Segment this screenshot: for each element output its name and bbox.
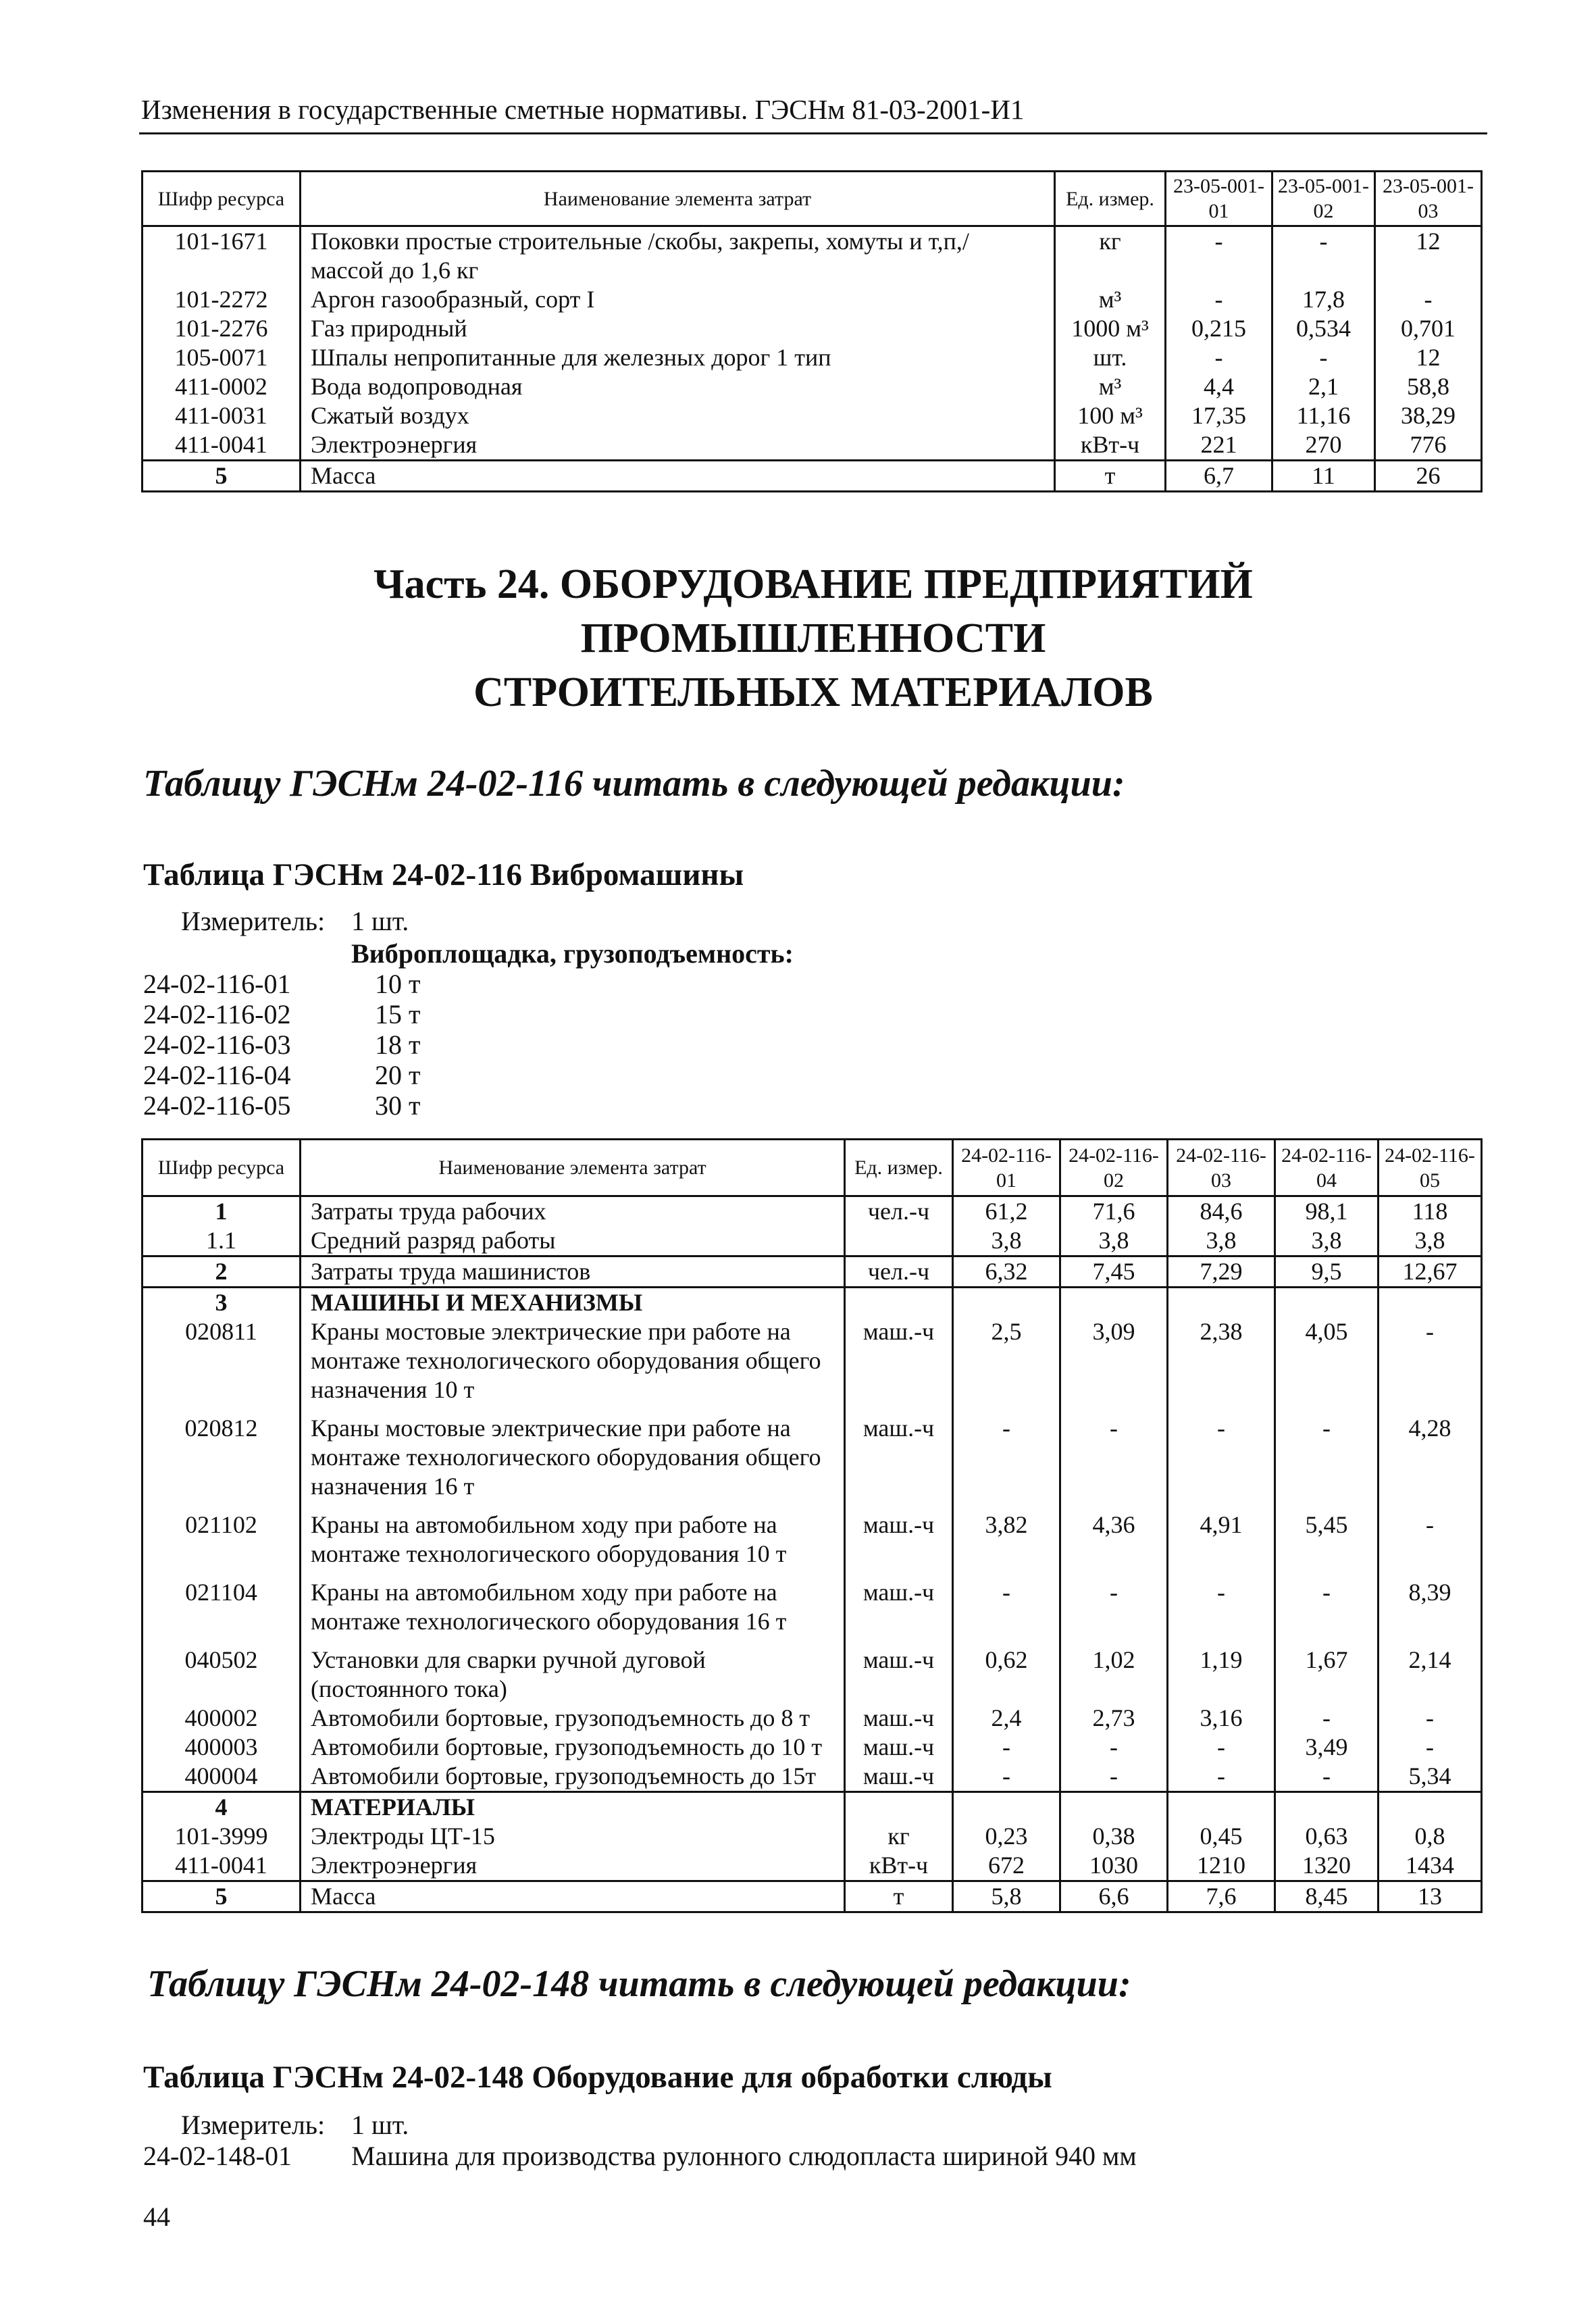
cell: Масса (301, 1881, 845, 1912)
table-row (143, 1704, 1482, 1733)
cell: 101-2272 (143, 285, 301, 314)
cell: - (1379, 1733, 1482, 1762)
column-header: 24-02-116-02 (1060, 1140, 1168, 1196)
table-total-row (143, 1881, 1482, 1912)
cell: 6,6 (1060, 1881, 1168, 1912)
cell: 3,8 (1060, 1226, 1168, 1256)
cell: 3,09 (1060, 1317, 1168, 1414)
cell: МАТЕРИАЛЫ (301, 1792, 845, 1823)
cell (953, 1792, 1060, 1823)
column-header: Ед. измер. (845, 1140, 953, 1196)
variant-description: Машина для производства рулонного слюдопласта шириной 940 мм (351, 2141, 1137, 2171)
cell: Краны на автомобильном ходу при работе на монтаже технологического оборудования 10 т (301, 1510, 845, 1578)
cell: МАШИНЫ И МЕХАНИЗМЫ (301, 1288, 845, 1318)
section-instruction: Таблицу ГЭСНм 24-02-148 читать в следующей редакции: (147, 1963, 1131, 2005)
cell: 7,6 (1168, 1881, 1275, 1912)
cell: Автомобили бортовые, грузоподъемность до 15т (301, 1762, 845, 1792)
cell: 1,02 (1060, 1646, 1168, 1704)
cell: 4,28 (1379, 1414, 1482, 1510)
cell: м³ (1055, 372, 1166, 401)
cell: кг (1055, 226, 1166, 286)
cell: 7,45 (1060, 1256, 1168, 1288)
cell: 020811 (143, 1317, 301, 1414)
cell: - (1060, 1762, 1168, 1792)
table-row (143, 1851, 1482, 1881)
cell: 411-0002 (143, 372, 301, 401)
cell: 1000 м³ (1055, 314, 1166, 343)
cell: 8,39 (1379, 1578, 1482, 1646)
cell: 6,32 (953, 1256, 1060, 1288)
cell: 2,14 (1379, 1646, 1482, 1704)
column-header: 24-02-116-05 (1379, 1140, 1482, 1196)
cell: маш.-ч (845, 1762, 953, 1792)
cell: 5,8 (953, 1881, 1060, 1912)
cell: 1 (143, 1196, 301, 1227)
cell: 101-2276 (143, 314, 301, 343)
cell: 1030 (1060, 1851, 1168, 1881)
cell: 4 (143, 1792, 301, 1823)
cell: - (1168, 1414, 1275, 1510)
cell: 0,38 (1060, 1822, 1168, 1851)
resource-table-24-02-116 (141, 1138, 1483, 1913)
cell: 101-3999 (143, 1822, 301, 1851)
page-number: 44 (143, 2202, 170, 2232)
variant-value: 20 т (375, 1060, 421, 1090)
cell: 58,8 (1375, 372, 1482, 401)
table-row (143, 226, 1482, 286)
cell: Электроды ЦТ-15 (301, 1822, 845, 1851)
cell: - (1272, 343, 1375, 372)
cell (1275, 1288, 1379, 1318)
cell: 9,5 (1275, 1256, 1379, 1288)
cell: 5,45 (1275, 1510, 1379, 1578)
cell: 11,16 (1272, 401, 1375, 430)
cell: 118 (1379, 1196, 1482, 1227)
column-header: Наименование элемента затрат (301, 1140, 845, 1196)
table-row (143, 372, 1482, 401)
section-instruction: Таблицу ГЭСНм 24-02-116 читать в следующей редакции: (143, 763, 1125, 805)
cell: 221 (1166, 430, 1272, 461)
table-row (143, 1733, 1482, 1762)
cell: чел.-ч (845, 1196, 953, 1227)
cell: - (1275, 1762, 1379, 1792)
cell: 71,6 (1060, 1196, 1168, 1227)
cell (1379, 1288, 1482, 1318)
variant-value: 10 т (375, 969, 421, 999)
page-header: Изменения в государственные сметные нормативы. ГЭСНм 81-03-2001-И1 (141, 94, 1025, 125)
cell: 400002 (143, 1704, 301, 1733)
table-section-row (143, 1792, 1482, 1823)
column-header: 24-02-116-04 (1275, 1140, 1379, 1196)
part-title (139, 557, 1487, 719)
cell: 411-0041 (143, 430, 301, 461)
measure-value: 1 шт. (351, 2110, 409, 2140)
table-row (143, 1822, 1482, 1851)
cell: - (1060, 1414, 1168, 1510)
table-row (143, 401, 1482, 430)
measure-value: 1 шт. (351, 906, 409, 936)
table-row (143, 314, 1482, 343)
cell: 411-0041 (143, 1851, 301, 1881)
cell: 0,63 (1275, 1822, 1379, 1851)
cell: - (953, 1414, 1060, 1510)
cell: 3,8 (1379, 1226, 1482, 1256)
column-header: 24-02-116-03 (1168, 1140, 1275, 1196)
table-section-row (143, 1288, 1482, 1318)
cell: 040502 (143, 1646, 301, 1704)
cell: 400004 (143, 1762, 301, 1792)
cell: 2,4 (953, 1704, 1060, 1733)
cell (1168, 1792, 1275, 1823)
cell: 0,62 (953, 1646, 1060, 1704)
cell: Средний разряд работы (301, 1226, 845, 1256)
cell: маш.-ч (845, 1510, 953, 1578)
cell: - (953, 1762, 1060, 1792)
header-divider (139, 132, 1487, 134)
cell: Электроэнергия (301, 430, 1055, 461)
cell: 11 (1272, 461, 1375, 492)
cell: 776 (1375, 430, 1482, 461)
cell: 3,8 (1275, 1226, 1379, 1256)
table-total-row (143, 461, 1482, 492)
cell: т (845, 1881, 953, 1912)
cell: 270 (1272, 430, 1375, 461)
column-header: Наименование элемента затрат (301, 172, 1055, 226)
cell: маш.-ч (845, 1317, 953, 1414)
cell: 17,8 (1272, 285, 1375, 314)
variant-value: 18 т (375, 1030, 421, 1060)
column-header: 23-05-001-03 (1375, 172, 1482, 226)
cell: Электроэнергия (301, 1851, 845, 1881)
variant-code: 24-02-116-05 (143, 1090, 291, 1121)
cell: - (1275, 1704, 1379, 1733)
cell: 7,29 (1168, 1256, 1275, 1288)
cell: маш.-ч (845, 1733, 953, 1762)
cell: 3,8 (953, 1226, 1060, 1256)
cell: 2 (143, 1256, 301, 1288)
variant-code: 24-02-148-01 (143, 2141, 292, 2171)
cell: 3,16 (1168, 1704, 1275, 1733)
cell: 2,1 (1272, 372, 1375, 401)
cell: Автомобили бортовые, грузоподъемность до 10 т (301, 1733, 845, 1762)
cell (1060, 1792, 1168, 1823)
cell: Поковки простые строительные /скобы, закрепы, хомуты и т,п,/ массой до 1,6 кг (301, 226, 1055, 286)
cell: 021102 (143, 1510, 301, 1578)
variant-code: 24-02-116-01 (143, 969, 291, 999)
cell: 3,82 (953, 1510, 1060, 1578)
cell: Затраты труда рабочих (301, 1196, 845, 1227)
cell: 3,49 (1275, 1733, 1379, 1762)
table-row (143, 430, 1482, 461)
cell: 020812 (143, 1414, 301, 1510)
cell: Масса (301, 461, 1055, 492)
cell: 4,36 (1060, 1510, 1168, 1578)
cell: 101-1671 (143, 226, 301, 286)
cell: 98,1 (1275, 1196, 1379, 1227)
cell: - (1168, 1578, 1275, 1646)
cell: 5,34 (1379, 1762, 1482, 1792)
cell: 3 (143, 1288, 301, 1318)
cell: 1.1 (143, 1226, 301, 1256)
cell: Вода водопроводная (301, 372, 1055, 401)
table-row (143, 1762, 1482, 1792)
cell (1379, 1792, 1482, 1823)
cell: 12 (1375, 226, 1482, 286)
cell: 38,29 (1375, 401, 1482, 430)
cell: 12,67 (1379, 1256, 1482, 1288)
cell: Установки для сварки ручной дуговой (постоянного тока) (301, 1646, 845, 1704)
cell: - (1166, 285, 1272, 314)
cell: Краны мостовые электрические при работе на монтаже технологического оборудования общего назначения 16 т (301, 1414, 845, 1510)
cell: 3,8 (1168, 1226, 1275, 1256)
cell: - (1275, 1414, 1379, 1510)
cell: 1,19 (1168, 1646, 1275, 1704)
cell: - (1379, 1317, 1482, 1414)
table-subtitle: Виброплощадка, грузоподъемность: (351, 938, 794, 969)
cell: - (1375, 285, 1482, 314)
cell: Аргон газообразный, сорт I (301, 285, 1055, 314)
cell: 021104 (143, 1578, 301, 1646)
cell: - (1379, 1510, 1482, 1578)
cell: - (1275, 1578, 1379, 1646)
cell: 105-0071 (143, 343, 301, 372)
cell: 0,701 (1375, 314, 1482, 343)
cell: - (1379, 1704, 1482, 1733)
table-title: Таблица ГЭСНм 24-02-116 Вибромашины (143, 857, 744, 892)
column-header: 23-05-001-02 (1272, 172, 1375, 226)
cell: Автомобили бортовые, грузоподъемность до 8 т (301, 1704, 845, 1733)
cell: 411-0031 (143, 401, 301, 430)
resource-table-23-05-001 (141, 170, 1483, 492)
cell: Затраты труда машинистов (301, 1256, 845, 1288)
cell: 1320 (1275, 1851, 1379, 1881)
table-row (143, 1317, 1482, 1414)
part-title-line: Часть 24. ОБОРУДОВАНИЕ ПРЕДПРИЯТИЙ ПРОМЫШЛЕННОСТИ (374, 561, 1253, 661)
column-header: Шифр ресурса (143, 1140, 301, 1196)
table-row (143, 1510, 1482, 1578)
cell: м³ (1055, 285, 1166, 314)
cell: 400003 (143, 1733, 301, 1762)
cell: маш.-ч (845, 1414, 953, 1510)
cell: шт. (1055, 343, 1166, 372)
cell: 12 (1375, 343, 1482, 372)
cell: кВт-ч (1055, 430, 1166, 461)
cell: - (1166, 343, 1272, 372)
cell: маш.-ч (845, 1578, 953, 1646)
cell: 1,67 (1275, 1646, 1379, 1704)
cell: 0,8 (1379, 1822, 1482, 1851)
column-header: 24-02-116-01 (953, 1140, 1060, 1196)
cell: 61,2 (953, 1196, 1060, 1227)
table-header-row (143, 1140, 1482, 1196)
cell: - (1168, 1733, 1275, 1762)
cell (1168, 1288, 1275, 1318)
cell: маш.-ч (845, 1646, 953, 1704)
variant-value: 15 т (375, 999, 421, 1030)
cell (1275, 1792, 1379, 1823)
cell: 0,534 (1272, 314, 1375, 343)
cell: 2,5 (953, 1317, 1060, 1414)
cell: 2,73 (1060, 1704, 1168, 1733)
cell: т (1055, 461, 1166, 492)
variant-code: 24-02-116-03 (143, 1030, 291, 1060)
cell: 2,38 (1168, 1317, 1275, 1414)
cell: 5 (143, 1881, 301, 1912)
table-header-row (143, 172, 1482, 226)
variant-value: 30 т (375, 1090, 421, 1121)
cell: 26 (1375, 461, 1482, 492)
cell: 1210 (1168, 1851, 1275, 1881)
cell (953, 1288, 1060, 1318)
table-row (143, 343, 1482, 372)
cell: 0,23 (953, 1822, 1060, 1851)
cell: маш.-ч (845, 1704, 953, 1733)
cell: 0,215 (1166, 314, 1272, 343)
table-row (143, 1256, 1482, 1288)
cell: - (1060, 1733, 1168, 1762)
cell: 4,4 (1166, 372, 1272, 401)
cell: 13 (1379, 1881, 1482, 1912)
table-row (143, 1226, 1482, 1256)
cell: кг (845, 1822, 953, 1851)
table-row (143, 1196, 1482, 1227)
cell: Сжатый воздух (301, 401, 1055, 430)
cell: Краны на автомобильном ходу при работе на монтаже технологического оборудования 16 т (301, 1578, 845, 1646)
cell: - (1060, 1578, 1168, 1646)
table-row (143, 1646, 1482, 1704)
cell: - (1168, 1762, 1275, 1792)
measure-label: Измеритель: (181, 906, 326, 936)
cell: 4,05 (1275, 1317, 1379, 1414)
part-title-line: СТРОИТЕЛЬНЫХ МАТЕРИАЛОВ (473, 669, 1153, 715)
cell: 17,35 (1166, 401, 1272, 430)
cell: Шпалы непропитанные для железных дорог 1 тип (301, 343, 1055, 372)
table-title: Таблица ГЭСНм 24-02-148 Оборудование для обработки слюды (143, 2060, 1052, 2095)
cell (845, 1226, 953, 1256)
column-header: 23-05-001-01 (1166, 172, 1272, 226)
table-row (143, 1414, 1482, 1510)
cell (845, 1792, 953, 1823)
table-row (143, 1578, 1482, 1646)
column-header: Ед. измер. (1055, 172, 1166, 226)
cell: - (1166, 226, 1272, 286)
cell: 672 (953, 1851, 1060, 1881)
cell: 84,6 (1168, 1196, 1275, 1227)
cell: - (953, 1733, 1060, 1762)
measure-label: Измеритель: (181, 2110, 326, 2140)
cell: 4,91 (1168, 1510, 1275, 1578)
variant-code: 24-02-116-02 (143, 999, 291, 1030)
cell: - (953, 1578, 1060, 1646)
variant-code: 24-02-116-04 (143, 1060, 291, 1090)
table-row (143, 285, 1482, 314)
cell: Газ природный (301, 314, 1055, 343)
column-header: Шифр ресурса (143, 172, 301, 226)
cell: чел.-ч (845, 1256, 953, 1288)
cell: 0,45 (1168, 1822, 1275, 1851)
cell: 8,45 (1275, 1881, 1379, 1912)
cell: Краны мостовые электрические при работе на монтаже технологического оборудования общего назначения 10 т (301, 1317, 845, 1414)
cell: - (1272, 226, 1375, 286)
cell: 5 (143, 461, 301, 492)
cell (845, 1288, 953, 1318)
cell: кВт-ч (845, 1851, 953, 1881)
cell: 100 м³ (1055, 401, 1166, 430)
cell: 6,7 (1166, 461, 1272, 492)
cell: 1434 (1379, 1851, 1482, 1881)
cell (1060, 1288, 1168, 1318)
